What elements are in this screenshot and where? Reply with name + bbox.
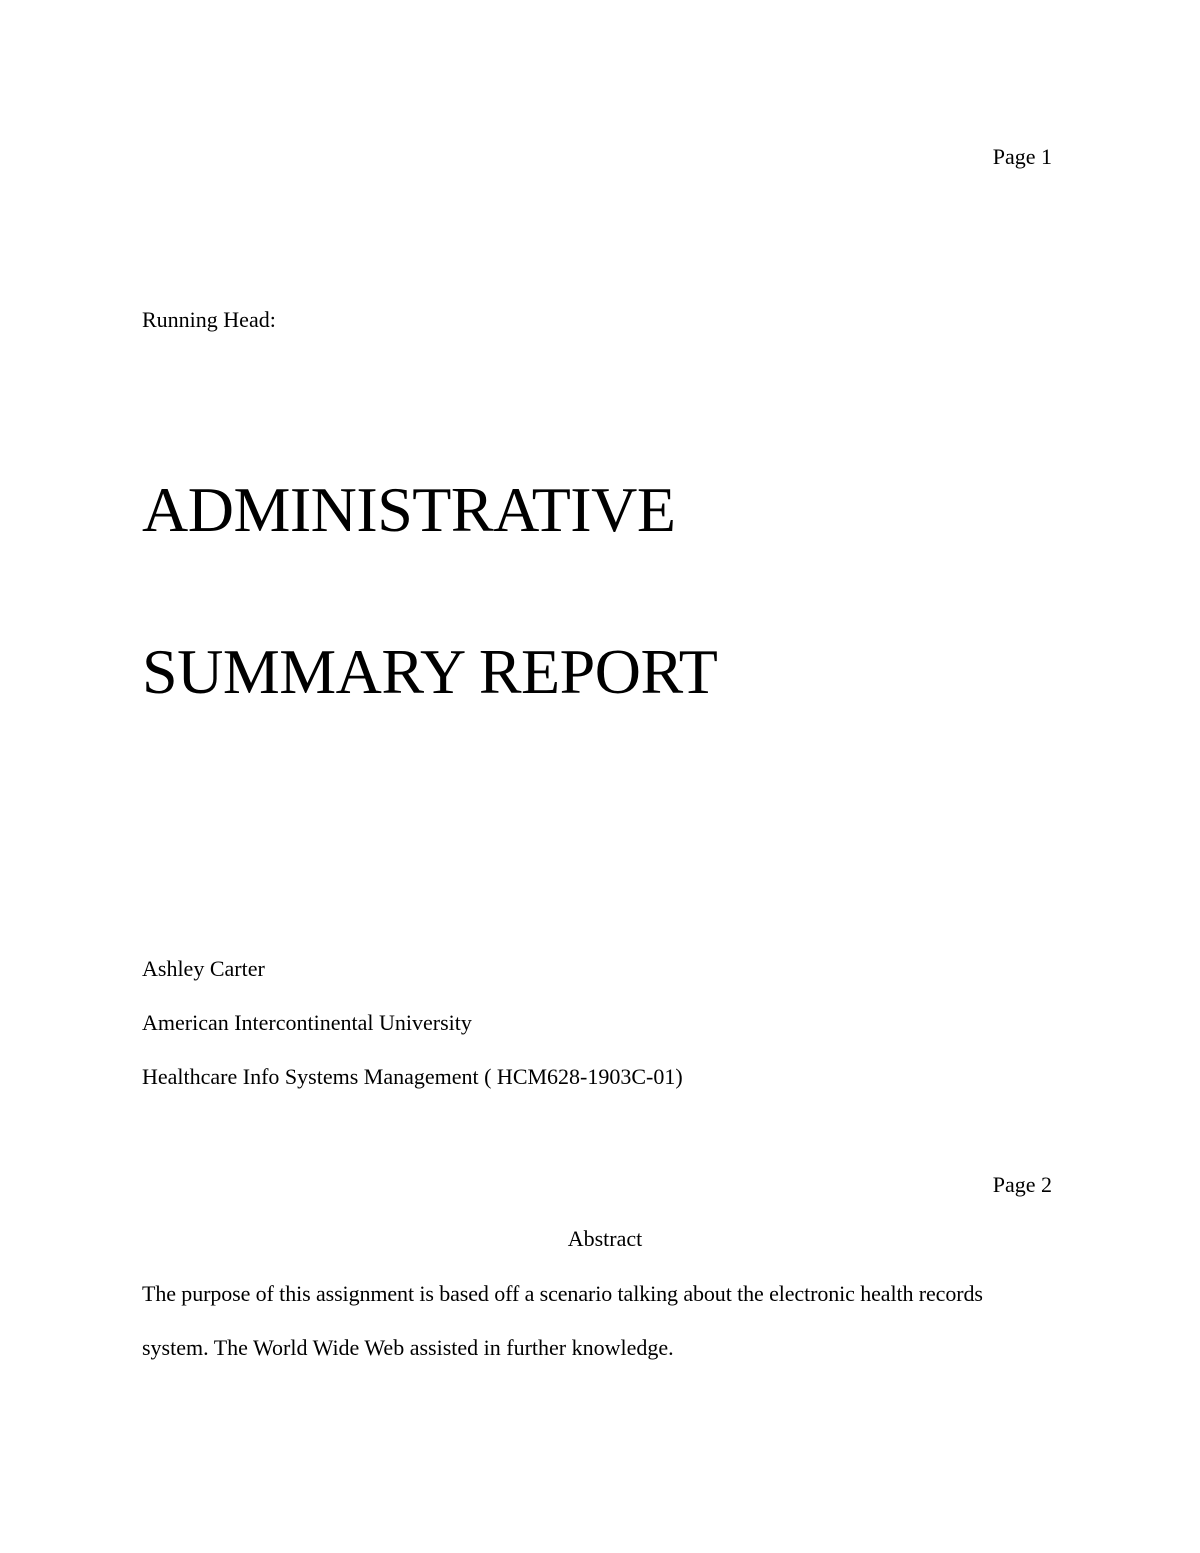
abstract-line-2: system. The World Wide Web assisted in further knowledge. xyxy=(142,1335,674,1360)
abstract-heading: Abstract xyxy=(567,1226,643,1251)
running-head: Running Head: xyxy=(142,307,276,332)
page-number-2: Page 2 xyxy=(992,1172,1052,1197)
report-title-line-2: SUMMARY REPORT xyxy=(142,636,718,707)
course-name: Healthcare Info Systems Management ( HCM628-1903C-01) xyxy=(142,1064,683,1089)
page-number-1: Page 1 xyxy=(992,144,1052,169)
author-name: Ashley Carter xyxy=(142,956,265,981)
abstract-line-1: The purpose of this assignment is based off a scenario talking about the electronic health records xyxy=(142,1281,983,1306)
report-title-line-1: ADMINISTRATIVE xyxy=(142,474,676,545)
institution-name: American Intercontinental University xyxy=(142,1010,472,1035)
